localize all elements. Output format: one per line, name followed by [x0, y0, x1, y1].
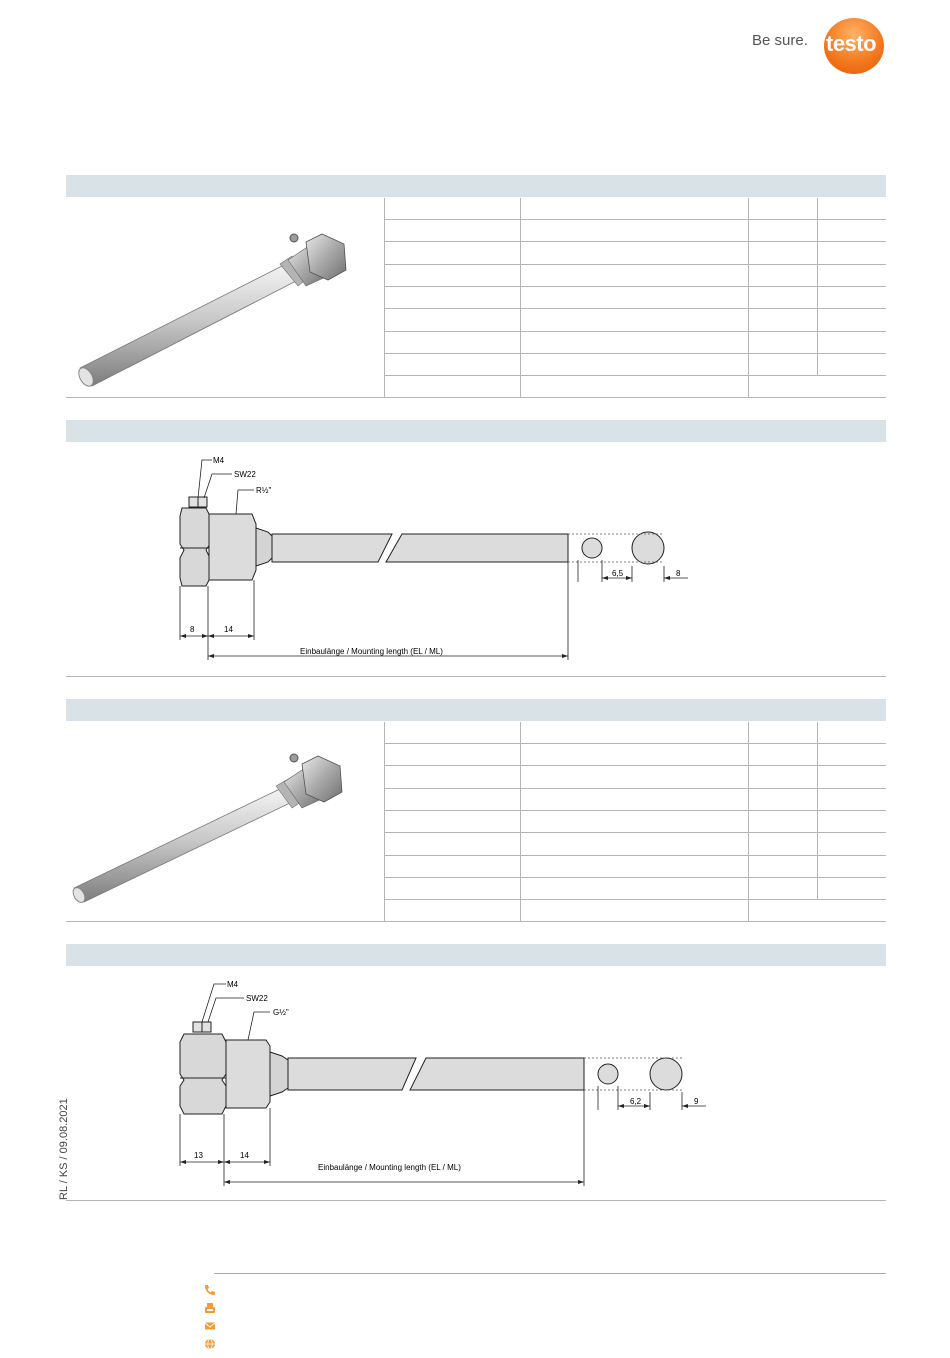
- drawing2-bottom-rule: [66, 1200, 886, 1201]
- tube-right: [410, 1058, 584, 1090]
- footer-rule: [214, 1273, 886, 1274]
- hex-nut: [180, 1034, 226, 1114]
- label-thread: G½": [273, 1008, 289, 1017]
- table1-row-line: [384, 353, 886, 354]
- logo-tagline: Be sure.: [752, 32, 808, 49]
- globe-icon: [204, 1338, 216, 1350]
- section-header-bar-3: [66, 699, 886, 721]
- thermowell-photo-1: [66, 198, 384, 398]
- label-m4: M4: [227, 980, 239, 989]
- testo-logo: [752, 18, 892, 74]
- table2-row-line: [384, 765, 886, 766]
- dim-hex: 8: [190, 625, 195, 634]
- dim-thread: 14: [224, 625, 233, 634]
- table1-col-divider: [520, 198, 521, 397]
- tube-left: [288, 1058, 416, 1090]
- section-header-bar-1: [66, 175, 886, 197]
- table2-row-line: [384, 810, 886, 811]
- phone-icon: [204, 1284, 216, 1296]
- thread-body: [226, 1040, 270, 1108]
- table2-row-line: [384, 743, 886, 744]
- label-sw22: SW22: [234, 470, 256, 479]
- revision-note: RL / KS / 09.08.2021: [58, 1098, 70, 1200]
- table2-col-divider: [520, 722, 521, 921]
- table2-row-line: [384, 877, 886, 878]
- inner-diameter-circle: [582, 538, 602, 558]
- table2-col-divider: [748, 722, 749, 921]
- dim-outer-diameter: 9: [694, 1097, 699, 1106]
- table1-row-line: [384, 375, 886, 376]
- section1-bottom-rule: [66, 397, 886, 398]
- dim-hex: 13: [194, 1151, 203, 1160]
- outer-diameter-circle: [632, 532, 664, 564]
- table1-row-line: [384, 308, 886, 309]
- technical-drawing-2: [160, 974, 720, 1194]
- thread-body: [209, 514, 256, 580]
- tube-left: [272, 534, 392, 562]
- mail-icon: [204, 1320, 216, 1332]
- table1-row-line: [384, 264, 886, 265]
- technical-drawing-1: [160, 448, 720, 668]
- fax-icon: [204, 1302, 216, 1314]
- table1-row-line: [384, 241, 886, 242]
- label-m4: M4: [213, 456, 225, 465]
- dim-mounting-length: Einbaulänge / Mounting length (EL / ML): [318, 1163, 461, 1172]
- table1-border-left: [384, 198, 385, 397]
- table2-row-line: [384, 855, 886, 856]
- label-thread: R½": [256, 486, 272, 495]
- table1-row-line: [384, 286, 886, 287]
- dim-thread: 14: [240, 1151, 249, 1160]
- dim-mounting-length: Einbaulänge / Mounting length (EL / ML): [300, 647, 443, 656]
- logo-wordmark: testo: [826, 31, 877, 56]
- thermowell-photo-2: [66, 722, 384, 922]
- tube-right: [386, 534, 568, 562]
- table1-col-divider: [748, 198, 749, 397]
- hex-nut: [180, 508, 210, 586]
- section-header-bar-4: [66, 944, 886, 966]
- table2-row-line: [384, 899, 886, 900]
- table2-row-line: [384, 832, 886, 833]
- section3-bottom-rule: [66, 921, 886, 922]
- table1-row-line: [384, 331, 886, 332]
- outer-diameter-circle: [650, 1058, 682, 1090]
- drawing1-bottom-rule: [66, 676, 886, 677]
- label-sw22: SW22: [246, 994, 268, 1003]
- section-header-bar-2: [66, 420, 886, 442]
- table2-border-left: [384, 722, 385, 921]
- table1-row-line: [384, 219, 886, 220]
- dim-inner-diameter: 6,2: [630, 1097, 642, 1106]
- table2-row-line: [384, 788, 886, 789]
- inner-diameter-circle: [598, 1064, 618, 1084]
- dim-outer-diameter: 8: [676, 569, 681, 578]
- dim-inner-diameter: 6,5: [612, 569, 624, 578]
